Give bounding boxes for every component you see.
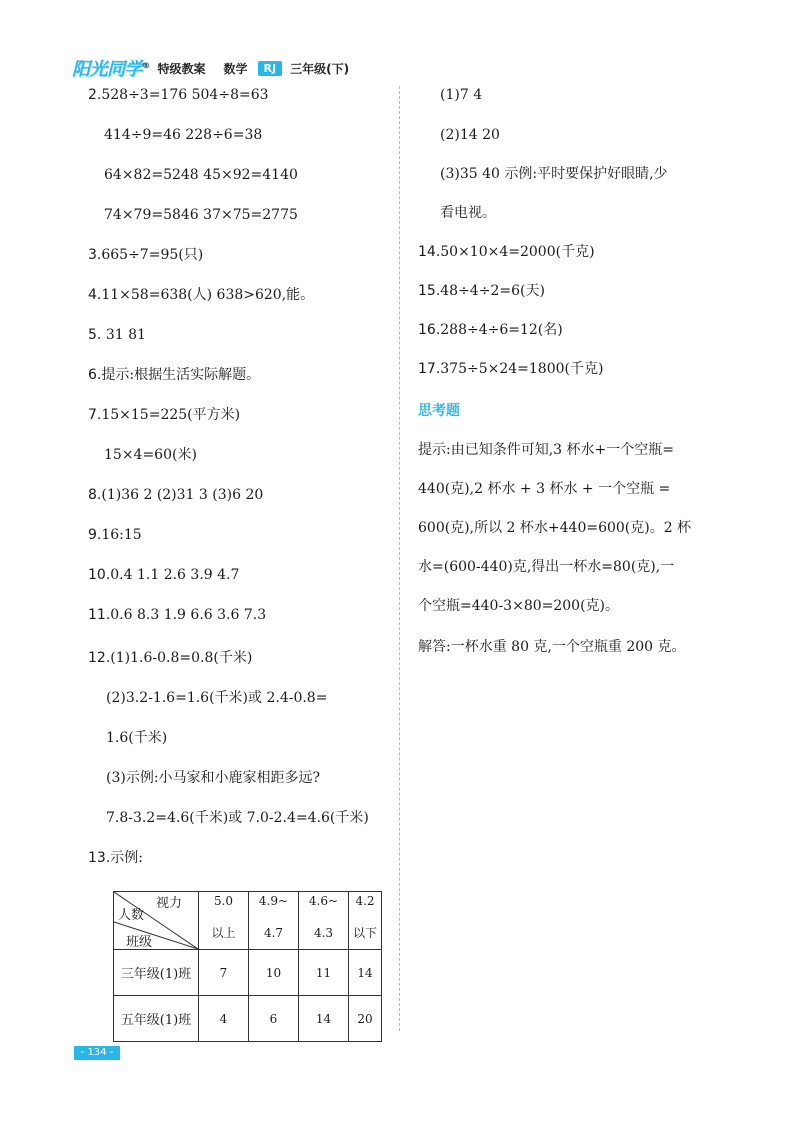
answer-line: 15×4=60(米) <box>104 447 197 463</box>
answer-line: 16.288÷4÷6=12(名) <box>418 322 563 338</box>
row-label: 五年级(1)班 <box>114 996 199 1042</box>
thinking-line: 600(克),所以 2 杯水+440=600(克)。2 杯 <box>418 520 692 536</box>
table-corner-header <box>114 892 199 950</box>
table-row <box>114 950 382 996</box>
thinking-line: 个空瓶=440-3×80=200(克)。 <box>418 598 620 614</box>
answer-line: 5. 31 81 <box>88 327 146 343</box>
answer-line: 11.0.6 8.3 1.9 6.6 3.6 7.3 <box>88 607 267 623</box>
thinking-line: 440(克),2 杯水 + 3 杯水 + 一个空瓶 = <box>418 481 671 497</box>
header-count-label: 人数 <box>118 908 145 923</box>
answer-line: 10.0.4 1.1 2.6 3.9 4.7 <box>88 567 240 583</box>
answer-line: 9.16:15 <box>88 527 142 543</box>
brand-logo: 阳光同学® <box>72 59 150 80</box>
table-cell: 6 <box>249 996 299 1042</box>
row-label: 三年级(1)班 <box>114 950 199 996</box>
series-name: 特级教案 <box>157 61 206 76</box>
answer-line: 2.528÷3=176 504÷8=63 <box>88 87 269 103</box>
answer-line: 74×79=5846 37×75=2775 <box>104 207 298 223</box>
table-cell: 20 <box>349 996 382 1042</box>
table-cell: 7 <box>199 950 249 996</box>
answer-line: 看电视。 <box>440 205 496 221</box>
answer-line: 64×82=5248 45×92=4140 <box>104 167 298 183</box>
subject-label: 数学 <box>223 61 248 76</box>
thinking-line: 水=(600-440)克,得出一杯水=80(克),一 <box>418 559 675 575</box>
column-header: 5.0 以上 <box>199 892 249 950</box>
answer-line: 3.665÷7=95(只) <box>88 247 204 263</box>
header-class-label: 班级 <box>126 935 153 950</box>
answer-line: 7.8-3.2=4.6(千米)或 7.0-2.4=4.6(千米) <box>106 810 369 826</box>
answer-line: 8.(1)36 2 (2)31 3 (3)6 20 <box>88 487 264 503</box>
edition-badge: RJ <box>258 61 283 76</box>
column-header: 4.9~ 4.7 <box>249 892 299 950</box>
table-cell: 11 <box>299 950 349 996</box>
table-cell: 14 <box>299 996 349 1042</box>
answer-line: 13.示例: <box>88 850 143 866</box>
answer-line: (2)14 20 <box>440 127 500 143</box>
table-cell: 14 <box>349 950 382 996</box>
answer-line: (3)35 40 示例:平时要保护好眼睛,少 <box>440 166 668 182</box>
column-header: 4.6~ 4.3 <box>299 892 349 950</box>
answer-line: 4.11×58=638(人) 638>620,能。 <box>88 287 315 303</box>
vision-table <box>113 891 382 1042</box>
table-cell: 4 <box>199 996 249 1042</box>
column-header: 4.2 以下 <box>349 892 382 950</box>
thinking-line: 解答:一杯水重 80 克,一个空瓶重 200 克。 <box>418 639 686 655</box>
thinking-section-title: 思考题 <box>418 403 460 419</box>
answer-line: (2)3.2-1.6=1.6(千米)或 2.4-0.8= <box>106 690 328 706</box>
answer-line: 15.48÷4÷2=6(天) <box>418 283 545 299</box>
answer-line: 414÷9=46 228÷6=38 <box>104 127 263 143</box>
answer-line: 14.50×10×4=2000(千克) <box>418 244 595 260</box>
answer-line: 1.6(千米) <box>106 730 168 746</box>
grade-label: 三年级(下) <box>290 61 350 76</box>
header-vision-label: 视力 <box>156 896 183 911</box>
answer-line: 7.15×15=225(平方米) <box>88 407 241 423</box>
answer-line: (1)7 4 <box>440 87 483 103</box>
answer-line: (3)示例:小马家和小鹿家相距多远? <box>106 770 321 786</box>
column-divider <box>399 86 400 1031</box>
table-cell: 10 <box>249 950 299 996</box>
answer-line: 17.375÷5×24=1800(千克) <box>418 361 604 377</box>
page-header <box>72 56 349 80</box>
thinking-line: 提示:由已知条件可知,3 杯水+一个空瓶= <box>418 442 674 458</box>
answer-line: 6.提示:根据生活实际解题。 <box>88 367 261 383</box>
table-row <box>114 996 382 1042</box>
answer-line: 12.(1)1.6-0.8=0.8(千米) <box>88 650 253 666</box>
page-number: - 134 - <box>74 1046 120 1060</box>
